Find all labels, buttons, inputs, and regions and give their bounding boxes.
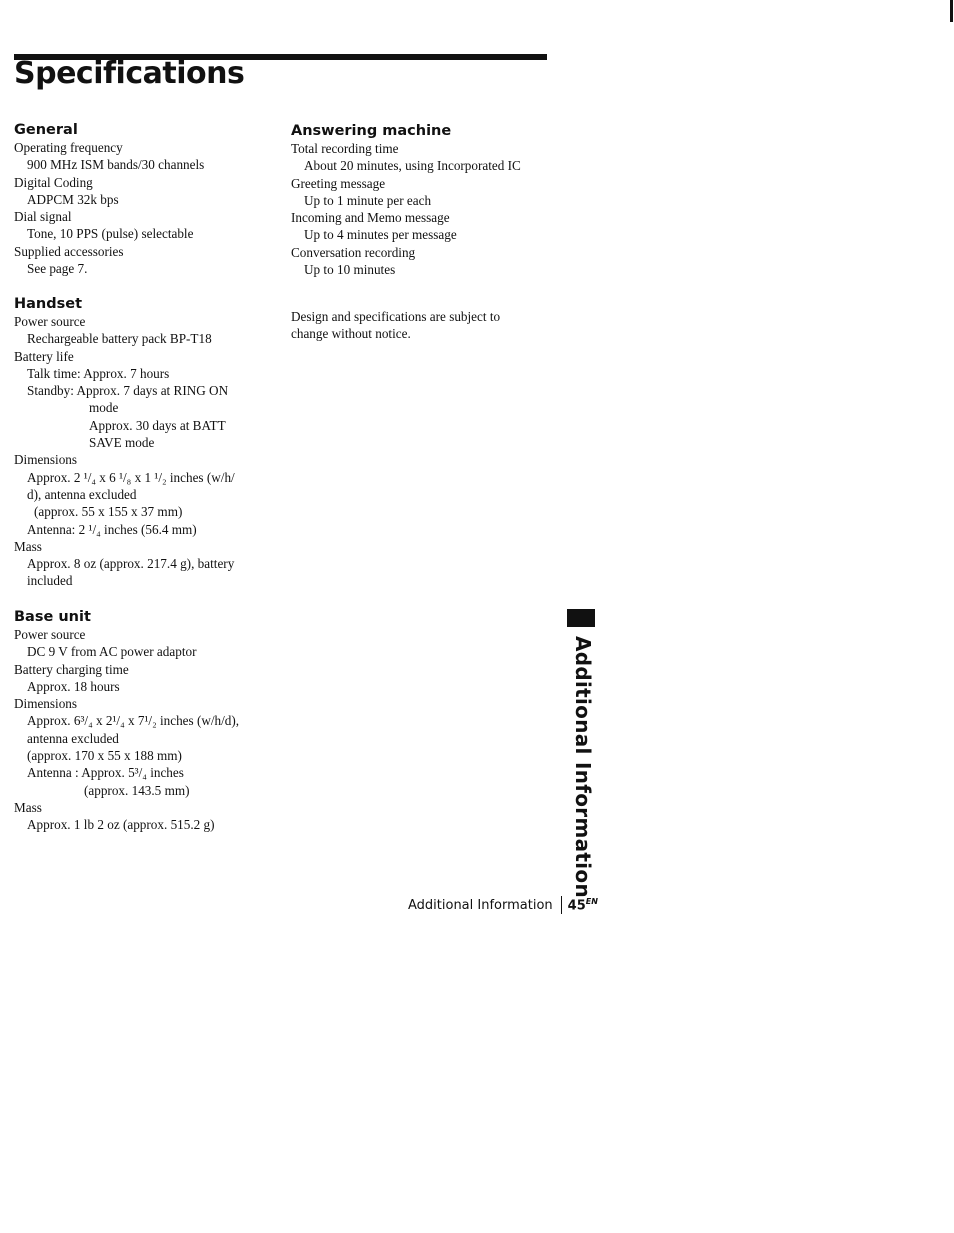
- spec-line: Supplied accessories: [14, 243, 124, 259]
- corner-crop-mark: [950, 0, 953, 22]
- spec-line: Approx. 8 oz (approx. 217.4 g), battery: [27, 556, 235, 572]
- spec-line: Up to 1 minute per each: [304, 192, 432, 208]
- handset-section: [14, 295, 284, 590]
- spec-line: Dimensions: [14, 696, 78, 712]
- spec-line: antenna excluded: [27, 730, 119, 746]
- footer-section-label: Additional Information: [408, 897, 553, 913]
- side-tab-marker: [567, 609, 595, 627]
- answering-machine-heading: Answering machine: [291, 123, 452, 139]
- spec-line: DC 9 V from AC power adaptor: [27, 644, 197, 660]
- spec-line: Antenna: 2 ¹/₄ inches (56.4 mm): [27, 521, 197, 537]
- page-number-value: 45: [567, 898, 586, 914]
- spec-line: Conversation recording: [291, 244, 416, 260]
- spec-line: included: [27, 573, 73, 589]
- spec-line: Greeting message: [291, 175, 386, 191]
- answering-machine-section: [291, 122, 551, 278]
- spec-line: (approx. 55 x 155 x 37 mm): [34, 504, 183, 520]
- spec-line: Battery charging time: [14, 661, 129, 677]
- spec-line: Mass: [14, 799, 42, 815]
- spec-line: Antenna : Approx. 5³/₄ inches: [27, 765, 184, 781]
- spec-line: d), antenna excluded: [27, 486, 137, 502]
- base-unit-heading: Base unit: [14, 609, 91, 625]
- spec-line: (approx. 143.5 mm): [84, 782, 190, 798]
- general-heading: General: [14, 122, 78, 138]
- spec-line: mode: [89, 400, 119, 416]
- spec-line: Standby: Approx. 7 days at RING ON: [27, 383, 229, 399]
- answering-machine-spec-list: [291, 140, 551, 278]
- spec-line: Rechargeable battery pack BP-T18: [27, 331, 212, 347]
- spec-line: Approx. 6³/₄ x 2¹/₄ x 7¹/₂ inches (w/h/d),: [27, 713, 240, 729]
- spec-line: Approx. 30 days at BATT: [89, 417, 226, 433]
- spec-line: Dimensions: [14, 452, 78, 468]
- page-number: [568, 897, 598, 913]
- spec-line: Power source: [14, 314, 86, 329]
- general-section: [14, 121, 284, 277]
- page-footer: [408, 896, 598, 914]
- spec-line: Approx. 18 hours: [27, 678, 120, 694]
- spec-line: Talk time: Approx. 7 hours: [27, 365, 170, 381]
- notice-line-1: Design and specifications are subject to: [291, 309, 501, 324]
- spec-line: Up to 4 minutes per message: [304, 227, 457, 243]
- handset-spec-list: [14, 313, 284, 590]
- spec-line: Mass: [14, 538, 42, 554]
- spec-line: Approx. 2 ¹/₄ x 6 ¹/₈ x 1 ¹/₂ inches (w/h/: [27, 469, 235, 485]
- spec-line: Total recording time: [291, 141, 399, 156]
- spec-line: SAVE mode: [89, 435, 155, 451]
- spec-line: (approx. 170 x 55 x 188 mm): [27, 748, 182, 764]
- spec-line: Approx. 1 lb 2 oz (approx. 515.2 g): [27, 817, 215, 833]
- base-unit-section: [14, 608, 284, 834]
- spec-line: See page 7.: [27, 261, 88, 277]
- spec-line: Incoming and Memo message: [291, 210, 450, 226]
- page-number-suffix: EN: [585, 896, 598, 906]
- spec-line: Digital Coding: [14, 174, 93, 190]
- spec-line: ADPCM 32k bps: [27, 191, 119, 207]
- footer-divider: [561, 896, 562, 914]
- page-title: Specifications: [14, 56, 245, 91]
- spec-line: Battery life: [14, 348, 74, 364]
- spec-line: Operating frequency: [14, 140, 123, 155]
- spec-line: Power source: [14, 627, 86, 642]
- spec-line: About 20 minutes, using Incorporated IC: [304, 158, 521, 174]
- handset-heading: Handset: [14, 296, 83, 312]
- side-tab-label: Additional Information: [571, 636, 595, 898]
- spec-line: Tone, 10 PPS (pulse) selectable: [27, 226, 194, 242]
- spec-line: Up to 10 minutes: [304, 262, 396, 278]
- spec-line: 900 MHz ISM bands/30 channels: [27, 157, 205, 173]
- notice-line-2: change without notice.: [291, 326, 411, 342]
- base-unit-spec-list: [14, 626, 284, 834]
- general-spec-list: [14, 139, 284, 277]
- spec-line: Dial signal: [14, 209, 72, 225]
- notice-section: [291, 308, 551, 343]
